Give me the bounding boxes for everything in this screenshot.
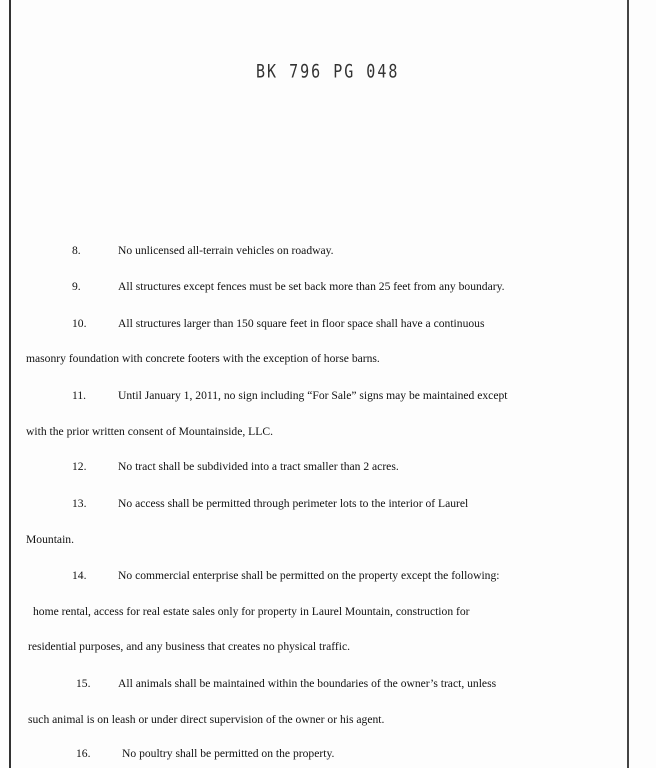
item-text-continued: masonry foundation with concrete footers with the exception of horse barns. xyxy=(26,352,380,365)
item-text: No unlicensed all-terrain vehicles on roadway. xyxy=(118,244,334,257)
item-number: 11. xyxy=(72,389,87,402)
item-number: 16. xyxy=(76,747,91,760)
item-number: 15. xyxy=(76,677,91,690)
item-text: No tract shall be subdivided into a tract smaller than 2 acres. xyxy=(118,460,399,473)
page-left-edge xyxy=(9,0,11,768)
item-text: No access shall be permitted through perimeter lots to the interior of Laurel xyxy=(118,497,469,510)
item-text: No poultry shall be permitted on the property. xyxy=(122,747,335,760)
item-text: All structures except fences must be set back more than 25 feet from any boundary. xyxy=(118,280,505,293)
book-page-stamp: BK 796 PG 048 xyxy=(256,59,400,83)
item-text: All structures larger than 150 square feet in floor space shall have a continuous xyxy=(118,317,485,330)
item-text-continued: residential purposes, and any business that creates no physical traffic. xyxy=(28,640,351,653)
item-number: 14. xyxy=(72,569,87,582)
item-text: No commercial enterprise shall be permitted on the property except the following: xyxy=(118,569,500,582)
item-text: Until January 1, 2011, no sign including “For Sale” signs may be maintained except xyxy=(118,389,508,402)
item-text-continued: home rental, access for real estate sales only for property in Laurel Mountain, construction for xyxy=(33,605,470,618)
item-number: 9. xyxy=(72,280,81,293)
item-number: 10. xyxy=(72,317,87,330)
item-text: All animals shall be maintained within the boundaries of the owner’s tract, unless xyxy=(118,677,497,690)
item-text-continued: Mountain. xyxy=(26,533,74,546)
item-text-continued: such animal is on leash or under direct supervision of the owner or his agent. xyxy=(28,713,385,726)
item-number: 13. xyxy=(72,497,87,510)
item-number: 12. xyxy=(72,460,87,473)
item-number: 8. xyxy=(72,244,81,257)
item-text-continued: with the prior written consent of Mountainside, LLC. xyxy=(26,425,273,438)
page-right-edge xyxy=(627,0,629,768)
